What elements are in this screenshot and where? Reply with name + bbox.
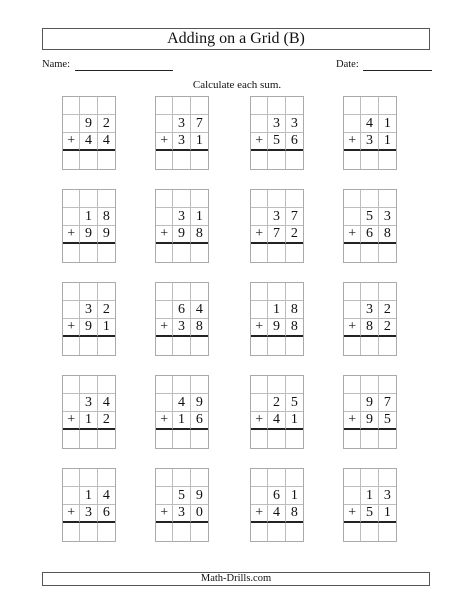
addition-problem-grid <box>343 189 397 263</box>
answer-cell[interactable] <box>191 430 208 448</box>
empty-cell <box>156 394 173 412</box>
answer-cell[interactable] <box>98 151 115 169</box>
tens-digit: 2 <box>268 394 285 412</box>
answer-cell[interactable] <box>286 151 303 169</box>
carry-cell <box>379 376 396 394</box>
ones-digit: 7 <box>286 208 303 226</box>
answer-cell[interactable] <box>379 523 396 541</box>
ones-digit: 1 <box>286 412 303 430</box>
tens-digit: 1 <box>173 412 190 430</box>
addition-problem-grid <box>155 375 209 449</box>
tens-digit: 9 <box>80 226 97 244</box>
ones-digit: 6 <box>98 505 115 523</box>
addition-problem-grid <box>250 282 304 356</box>
tens-digit: 3 <box>80 394 97 412</box>
tens-digit: 3 <box>268 115 285 133</box>
plus-sign: + <box>251 505 268 523</box>
answer-cell[interactable] <box>80 244 97 262</box>
carry-cell <box>98 283 115 301</box>
ones-digit: 8 <box>191 226 208 244</box>
ones-digit: 9 <box>191 394 208 412</box>
empty-cell <box>251 394 268 412</box>
addition-problem-grid <box>250 468 304 542</box>
carry-cell <box>344 376 361 394</box>
carry-cell <box>251 283 268 301</box>
ones-digit: 8 <box>286 319 303 337</box>
empty-cell <box>63 394 80 412</box>
ones-digit: 2 <box>98 115 115 133</box>
ones-digit: 4 <box>98 133 115 151</box>
carry-cell <box>173 283 190 301</box>
carry-cell <box>63 283 80 301</box>
answer-cell[interactable] <box>251 430 268 448</box>
carry-cell <box>268 469 285 487</box>
name-field-line[interactable] <box>75 70 173 71</box>
ones-digit: 1 <box>286 487 303 505</box>
answer-cell[interactable] <box>344 244 361 262</box>
answer-cell[interactable] <box>344 151 361 169</box>
answer-cell[interactable] <box>63 430 80 448</box>
answer-cell[interactable] <box>344 430 361 448</box>
ones-digit: 3 <box>379 487 396 505</box>
plus-sign: + <box>156 319 173 337</box>
carry-cell <box>156 190 173 208</box>
tens-digit: 1 <box>268 301 285 319</box>
empty-cell <box>63 208 80 226</box>
carry-cell <box>268 190 285 208</box>
answer-cell[interactable] <box>191 337 208 355</box>
addition-problem-grid <box>250 375 304 449</box>
answer-cell[interactable] <box>98 337 115 355</box>
carry-cell <box>98 469 115 487</box>
plus-sign: + <box>344 133 361 151</box>
tens-digit: 5 <box>361 208 378 226</box>
plus-sign: + <box>251 133 268 151</box>
tens-digit: 1 <box>361 487 378 505</box>
empty-cell <box>344 487 361 505</box>
date-field-line[interactable] <box>363 70 432 71</box>
carry-cell <box>191 97 208 115</box>
tens-digit: 6 <box>268 487 285 505</box>
carry-cell <box>63 190 80 208</box>
answer-cell[interactable] <box>156 430 173 448</box>
ones-digit: 3 <box>379 208 396 226</box>
answer-cell[interactable] <box>156 523 173 541</box>
carry-cell <box>173 97 190 115</box>
ones-digit: 7 <box>379 394 396 412</box>
empty-cell <box>156 115 173 133</box>
answer-cell[interactable] <box>251 523 268 541</box>
addition-problem-grid <box>343 96 397 170</box>
answer-cell[interactable] <box>98 523 115 541</box>
answer-cell[interactable] <box>361 430 378 448</box>
tens-digit: 3 <box>361 133 378 151</box>
carry-cell <box>191 469 208 487</box>
answer-cell[interactable] <box>286 337 303 355</box>
worksheet-title: Adding on a Grid (B) <box>42 28 430 50</box>
empty-cell <box>156 301 173 319</box>
empty-cell <box>251 115 268 133</box>
tens-digit: 5 <box>268 133 285 151</box>
answer-cell[interactable] <box>379 151 396 169</box>
tens-digit: 3 <box>80 301 97 319</box>
answer-cell[interactable] <box>268 151 285 169</box>
carry-cell <box>80 469 97 487</box>
carry-cell <box>156 376 173 394</box>
empty-cell <box>344 208 361 226</box>
plus-sign: + <box>63 226 80 244</box>
tens-digit: 4 <box>173 394 190 412</box>
answer-cell[interactable] <box>173 337 190 355</box>
carry-cell <box>361 376 378 394</box>
answer-cell[interactable] <box>268 523 285 541</box>
plus-sign: + <box>344 226 361 244</box>
ones-digit: 3 <box>286 115 303 133</box>
carry-cell <box>268 283 285 301</box>
tens-digit: 4 <box>361 115 378 133</box>
plus-sign: + <box>344 412 361 430</box>
plus-sign: + <box>63 319 80 337</box>
carry-cell <box>268 376 285 394</box>
empty-cell <box>63 301 80 319</box>
ones-digit: 5 <box>286 394 303 412</box>
ones-digit: 9 <box>98 226 115 244</box>
empty-cell <box>63 487 80 505</box>
tens-digit: 8 <box>361 319 378 337</box>
carry-cell <box>361 190 378 208</box>
carry-cell <box>63 97 80 115</box>
ones-digit: 4 <box>98 394 115 412</box>
ones-digit: 7 <box>191 115 208 133</box>
carry-cell <box>361 97 378 115</box>
carry-cell <box>344 283 361 301</box>
answer-cell[interactable] <box>80 337 97 355</box>
empty-cell <box>63 115 80 133</box>
carry-cell <box>286 283 303 301</box>
answer-cell[interactable] <box>251 244 268 262</box>
plus-sign: + <box>63 412 80 430</box>
carry-cell <box>286 97 303 115</box>
addition-problem-grid <box>155 282 209 356</box>
tens-digit: 5 <box>173 487 190 505</box>
ones-digit: 1 <box>379 505 396 523</box>
tens-digit: 9 <box>173 226 190 244</box>
answer-cell[interactable] <box>173 523 190 541</box>
plus-sign: + <box>63 133 80 151</box>
carry-cell <box>379 469 396 487</box>
answer-cell[interactable] <box>268 430 285 448</box>
empty-cell <box>156 208 173 226</box>
plus-sign: + <box>251 412 268 430</box>
carry-cell <box>63 376 80 394</box>
ones-digit: 4 <box>191 301 208 319</box>
ones-digit: 2 <box>286 226 303 244</box>
plus-sign: + <box>251 226 268 244</box>
carry-cell <box>344 469 361 487</box>
name-label: Name: <box>42 59 70 70</box>
tens-digit: 9 <box>80 115 97 133</box>
carry-cell <box>80 376 97 394</box>
carry-cell <box>361 469 378 487</box>
carry-cell <box>251 97 268 115</box>
empty-cell <box>251 208 268 226</box>
carry-cell <box>286 190 303 208</box>
tens-digit: 6 <box>173 301 190 319</box>
carry-cell <box>286 469 303 487</box>
ones-digit: 8 <box>191 319 208 337</box>
ones-digit: 1 <box>191 133 208 151</box>
carry-cell <box>251 469 268 487</box>
ones-digit: 1 <box>379 133 396 151</box>
carry-cell <box>173 376 190 394</box>
tens-digit: 3 <box>173 208 190 226</box>
tens-digit: 3 <box>173 505 190 523</box>
tens-digit: 1 <box>80 208 97 226</box>
answer-cell[interactable] <box>379 430 396 448</box>
carry-cell <box>156 283 173 301</box>
answer-cell[interactable] <box>98 244 115 262</box>
ones-digit: 8 <box>98 208 115 226</box>
tens-digit: 4 <box>268 412 285 430</box>
addition-problem-grid <box>62 96 116 170</box>
answer-cell[interactable] <box>63 337 80 355</box>
answer-cell[interactable] <box>98 430 115 448</box>
carry-cell <box>63 469 80 487</box>
tens-digit: 3 <box>173 115 190 133</box>
ones-digit: 1 <box>379 115 396 133</box>
answer-cell[interactable] <box>268 337 285 355</box>
tens-digit: 3 <box>80 505 97 523</box>
answer-cell[interactable] <box>191 151 208 169</box>
footer-site: Math-Drills.com <box>42 572 430 586</box>
answer-cell[interactable] <box>361 244 378 262</box>
carry-cell <box>191 283 208 301</box>
answer-cell[interactable] <box>173 244 190 262</box>
answer-cell[interactable] <box>63 523 80 541</box>
plus-sign: + <box>156 505 173 523</box>
carry-cell <box>156 97 173 115</box>
carry-cell <box>361 283 378 301</box>
addition-problem-grid <box>62 468 116 542</box>
answer-cell[interactable] <box>191 523 208 541</box>
empty-cell <box>251 487 268 505</box>
addition-problem-grid <box>343 375 397 449</box>
carry-cell <box>173 469 190 487</box>
answer-cell[interactable] <box>173 430 190 448</box>
carry-cell <box>251 190 268 208</box>
answer-cell[interactable] <box>379 244 396 262</box>
plus-sign: + <box>156 226 173 244</box>
plus-sign: + <box>344 319 361 337</box>
addition-problem-grid <box>155 96 209 170</box>
ones-digit: 2 <box>379 319 396 337</box>
answer-cell[interactable] <box>251 337 268 355</box>
addition-problem-grid <box>155 468 209 542</box>
answer-cell[interactable] <box>156 151 173 169</box>
carry-cell <box>98 376 115 394</box>
carry-cell <box>98 190 115 208</box>
ones-digit: 5 <box>379 412 396 430</box>
answer-cell[interactable] <box>361 337 378 355</box>
ones-digit: 8 <box>286 301 303 319</box>
instructions: Calculate each sum. <box>192 79 282 91</box>
answer-cell[interactable] <box>80 151 97 169</box>
ones-digit: 2 <box>98 412 115 430</box>
answer-cell[interactable] <box>80 430 97 448</box>
tens-digit: 9 <box>80 319 97 337</box>
answer-cell[interactable] <box>63 244 80 262</box>
ones-digit: 8 <box>379 226 396 244</box>
ones-digit: 6 <box>191 412 208 430</box>
tens-digit: 3 <box>268 208 285 226</box>
ones-digit: 4 <box>98 487 115 505</box>
ones-digit: 1 <box>191 208 208 226</box>
empty-cell <box>251 301 268 319</box>
addition-problem-grid <box>343 468 397 542</box>
plus-sign: + <box>344 505 361 523</box>
tens-digit: 4 <box>268 505 285 523</box>
addition-problem-grid <box>250 96 304 170</box>
ones-digit: 9 <box>191 487 208 505</box>
empty-cell <box>156 487 173 505</box>
tens-digit: 9 <box>268 319 285 337</box>
tens-digit: 4 <box>80 133 97 151</box>
tens-digit: 3 <box>173 319 190 337</box>
addition-problem-grid <box>62 375 116 449</box>
answer-cell[interactable] <box>80 523 97 541</box>
tens-digit: 3 <box>173 133 190 151</box>
answer-cell[interactable] <box>361 151 378 169</box>
carry-cell <box>173 190 190 208</box>
answer-cell[interactable] <box>361 523 378 541</box>
answer-cell[interactable] <box>344 337 361 355</box>
date-label: Date: <box>336 59 359 70</box>
carry-cell <box>80 283 97 301</box>
carry-cell <box>80 190 97 208</box>
carry-cell <box>379 190 396 208</box>
tens-digit: 3 <box>361 301 378 319</box>
tens-digit: 6 <box>361 226 378 244</box>
addition-problem-grid <box>62 189 116 263</box>
tens-digit: 5 <box>361 505 378 523</box>
answer-cell[interactable] <box>268 244 285 262</box>
answer-cell[interactable] <box>63 151 80 169</box>
plus-sign: + <box>251 319 268 337</box>
addition-problem-grid <box>155 189 209 263</box>
tens-digit: 1 <box>80 412 97 430</box>
carry-cell <box>379 283 396 301</box>
carry-cell <box>286 376 303 394</box>
tens-digit: 7 <box>268 226 285 244</box>
answer-cell[interactable] <box>344 523 361 541</box>
plus-sign: + <box>156 133 173 151</box>
carry-cell <box>191 190 208 208</box>
answer-cell[interactable] <box>156 337 173 355</box>
ones-digit: 2 <box>379 301 396 319</box>
tens-digit: 9 <box>361 412 378 430</box>
ones-digit: 6 <box>286 133 303 151</box>
answer-cell[interactable] <box>173 151 190 169</box>
answer-cell[interactable] <box>191 244 208 262</box>
answer-cell[interactable] <box>286 244 303 262</box>
carry-cell <box>98 97 115 115</box>
carry-cell <box>251 376 268 394</box>
plus-sign: + <box>156 412 173 430</box>
answer-cell[interactable] <box>379 337 396 355</box>
addition-problem-grid <box>62 282 116 356</box>
carry-cell <box>344 97 361 115</box>
tens-digit: 9 <box>361 394 378 412</box>
carry-cell <box>156 469 173 487</box>
carry-cell <box>268 97 285 115</box>
answer-cell[interactable] <box>286 430 303 448</box>
answer-cell[interactable] <box>251 151 268 169</box>
ones-digit: 8 <box>286 505 303 523</box>
ones-digit: 1 <box>98 319 115 337</box>
addition-problem-grid <box>343 282 397 356</box>
ones-digit: 0 <box>191 505 208 523</box>
carry-cell <box>80 97 97 115</box>
empty-cell <box>344 115 361 133</box>
plus-sign: + <box>63 505 80 523</box>
carry-cell <box>379 97 396 115</box>
empty-cell <box>344 301 361 319</box>
addition-problem-grid <box>250 189 304 263</box>
ones-digit: 2 <box>98 301 115 319</box>
answer-cell[interactable] <box>286 523 303 541</box>
carry-cell <box>344 190 361 208</box>
answer-cell[interactable] <box>156 244 173 262</box>
empty-cell <box>344 394 361 412</box>
tens-digit: 1 <box>80 487 97 505</box>
carry-cell <box>191 376 208 394</box>
